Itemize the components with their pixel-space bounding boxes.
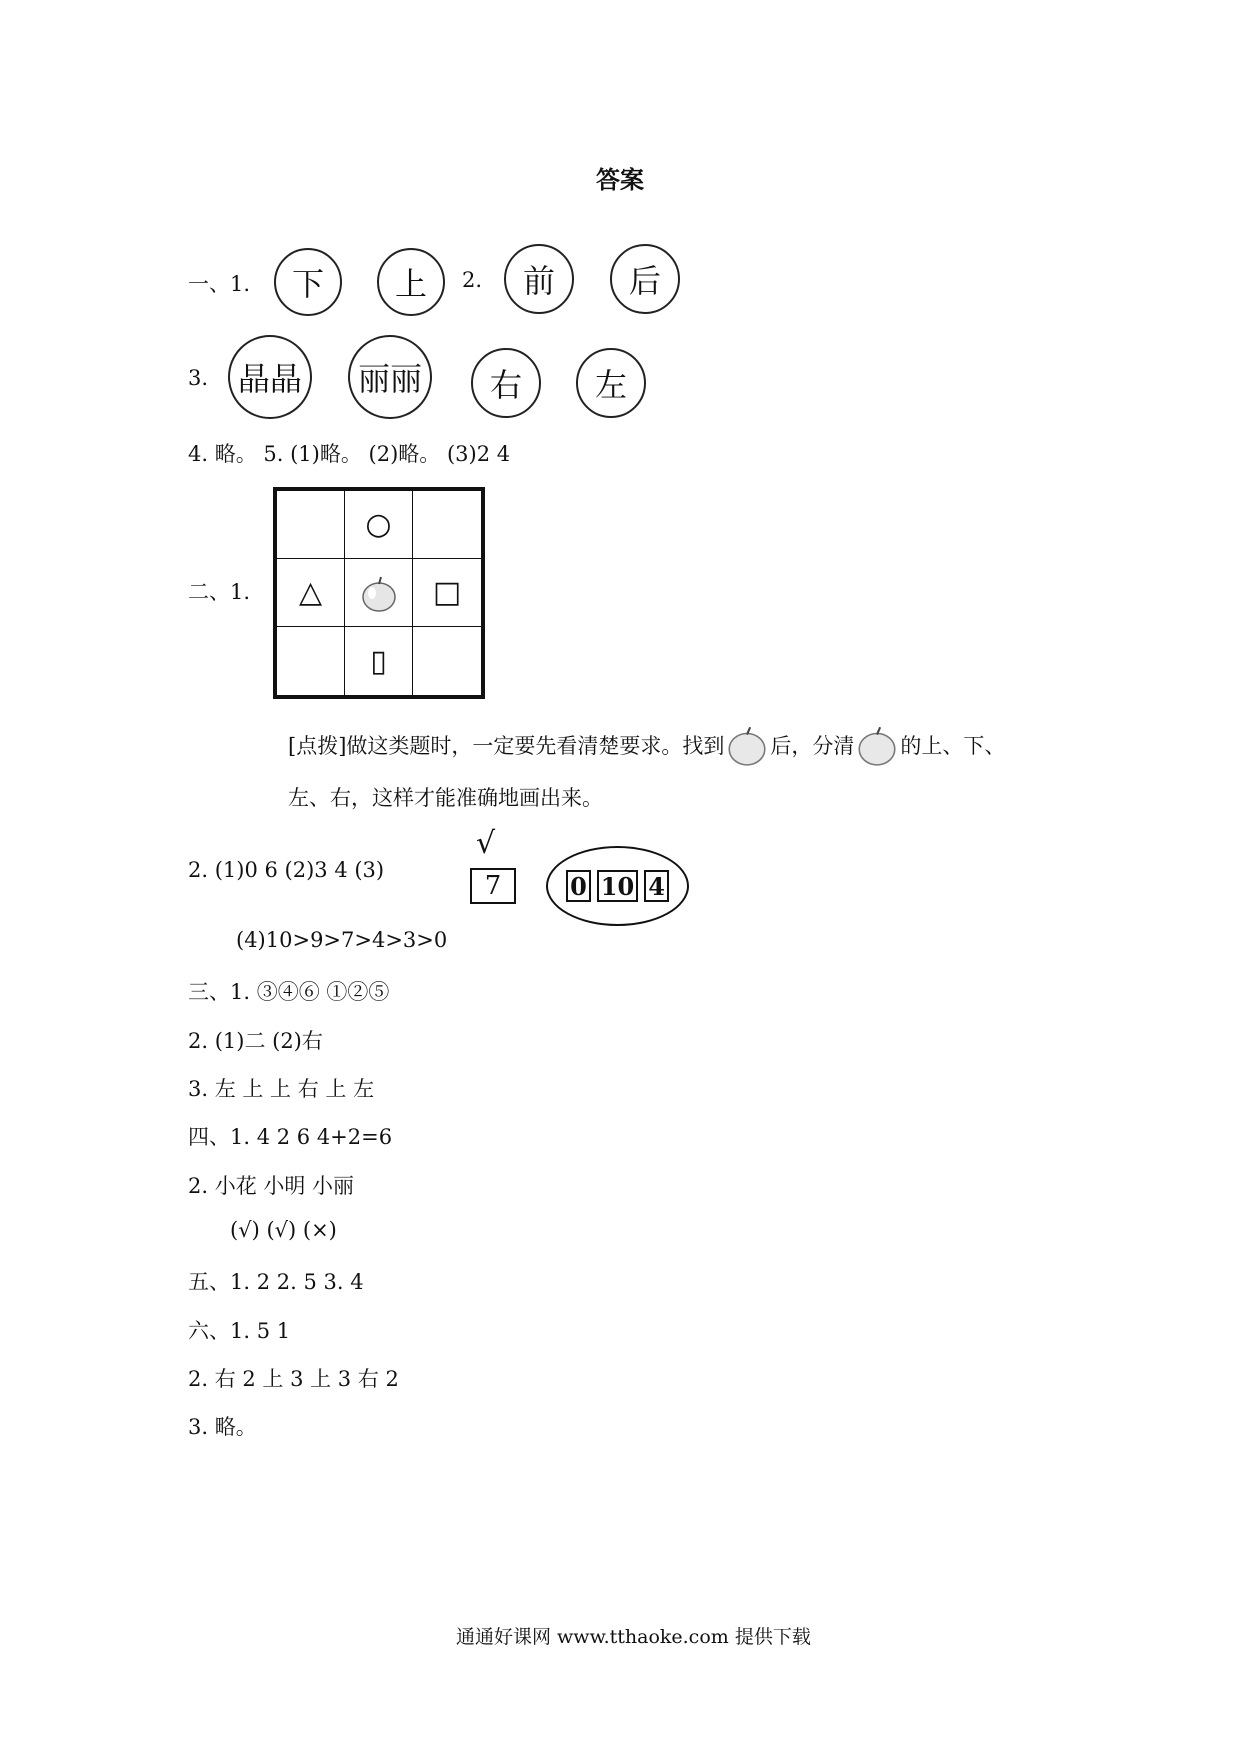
page-title: 答案 [596,165,644,194]
hint-line-2: 左、右，这样才能准确地画出来。 [288,786,603,810]
answer-circle: 下 [274,248,342,316]
s2-q2-4: (4)10>9>7>4>3>0 [236,928,448,952]
s5-line1: 五、1. 2 2. 5 3. 4 [188,1270,364,1294]
square-shape: □ [413,559,481,627]
s2-q2-text: 2. (1)0 6 (2)3 4 (3) [188,858,385,882]
s4-line1: 四、1. 4 2 6 4+2=6 [188,1125,393,1149]
answer-circle: 丽丽 [348,335,432,419]
grid-cell [277,491,345,559]
grid-cell [413,491,481,559]
answer-circle: 后 [610,244,680,314]
rectangle-shape: ▯ [345,627,413,695]
triangle-shape: △ [277,559,345,627]
s4-line2: 2. 小花 小明 小丽 [188,1174,355,1198]
hint-text-b: 后，分清 [770,734,855,758]
answer-circle: 前 [504,244,574,314]
s1-q2-label: 2. [462,268,483,292]
digit-box: 0 [566,870,591,902]
circle-shape: ○ [345,491,413,559]
answer-circle: 上 [377,248,445,316]
s4-line3: (√) (√) (×) [230,1218,337,1242]
hint-text-c: 的上、下、 [900,734,1006,758]
s1-line4: 4. 略。 5. (1)略。 (2)略。 (3)2 4 [188,442,511,466]
s3-line1: 三、1. ③④⑥ ①②⑤ [188,980,390,1004]
s3-line3: 3. 左 上 上 右 上 左 [188,1077,375,1101]
digit-box: 10 [597,870,638,902]
position-grid [273,487,485,699]
answer-circle: 左 [576,348,646,418]
grid-cell [277,627,345,695]
s6-line3: 3. 略。 [188,1415,257,1439]
digit-box: 4 [644,870,669,902]
apple-icon [357,571,401,615]
grid-cell [413,627,481,695]
apple-cell [345,559,413,627]
s6-line2: 2. 右 2 上 3 上 3 右 2 [188,1367,399,1391]
footer-text: 通通好课网 www.tthaoke.com 提供下载 [456,1626,811,1648]
s6-line1: 六、1. 5 1 [188,1319,291,1343]
apple-icon [724,722,770,768]
hint-text-a: [点拨]做这类题时，一定要先看清楚要求。找到 [288,734,725,758]
check-mark: √ [476,826,496,861]
s1-q3-label: 3. [188,366,209,390]
answer-circle: 晶晶 [228,335,312,419]
answer-ellipse [546,846,689,926]
answer-circle: 右 [471,348,541,418]
apple-icon [854,722,900,768]
hint-line-1 [288,722,1005,768]
s3-line2: 2. (1)二 (2)右 [188,1029,323,1053]
s2-q1-label: 二、1. [188,580,251,604]
answer-box: 7 [470,868,516,904]
s1-q1-label: 一、1. [188,272,251,296]
